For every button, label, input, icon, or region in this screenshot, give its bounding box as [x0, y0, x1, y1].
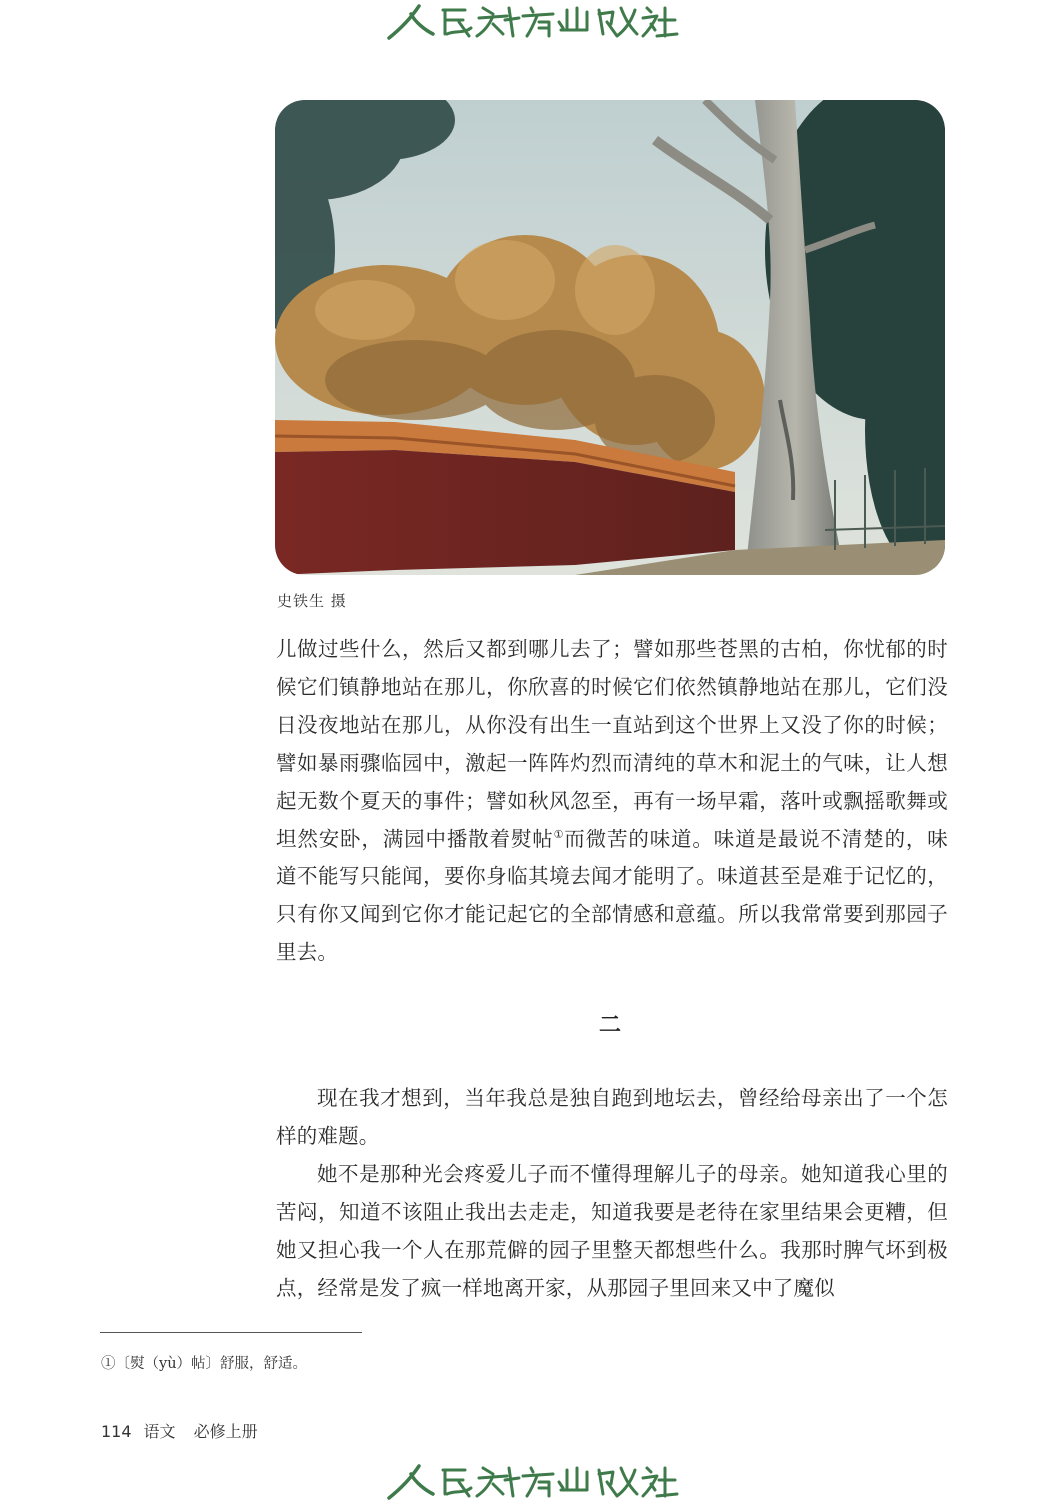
publisher-logo-bottom	[381, 1460, 681, 1504]
photo-caption: 史铁生 摄	[277, 592, 347, 610]
body-text-continued	[276, 631, 948, 972]
altar-wall-photo	[275, 100, 945, 575]
paragraph: 现在我才想到，当年我总是独自跑到地坛去，曾经给母亲出了一个怎样的难题。	[276, 1086, 948, 1148]
paragraph: 她不是那种光会疼爱儿子而不懂得理解儿子的母亲。她知道我心里的苦闷，知道不该阻止我出去走走，知道我要是老待在家里结果会更糟，但她又担心我一个人在那荒僻的园子里整天都想些什么。我那时脾气坏到极点，经常是发了疯一样地离开家，从那园子里回来又中了魔似	[276, 1161, 948, 1300]
book-title: 必修上册	[193, 1422, 258, 1441]
paragraph	[276, 631, 948, 972]
page-footer	[101, 1419, 270, 1442]
footnote-mark: ①	[553, 827, 565, 841]
paragraph-text: 而微苦的味道。味道是最说不清楚的，味道不能写只能闻，要你身临其境去闻才能明了。味道甚至是难于记忆的，只有你又闻到它你才能记起它的全部情感和意蕴。所以我常常要到那园子里去。	[276, 826, 948, 965]
section-number: 二	[598, 1012, 621, 1038]
footnote: ①〔熨（yù）帖〕舒服，舒适。	[101, 1356, 308, 1372]
body-text-section-2	[276, 1080, 948, 1307]
paragraph-text: 儿做过些什么，然后又都到哪儿去了；譬如那些苍黑的古柏，你忧郁的时候它们镇静地站在那儿，你欣喜的时候它们依然镇静地站在那儿，它们没日没夜地站在那儿，从你没有出生一直站到这个世界上又没了你的时候；譬如暴雨骤临园中，激起一阵阵灼烈而清纯的草木和泥土的气味，让人想起无数个夏天的事件；譬如秋风忽至，再有一场早霜，落叶或飘摇歌舞或坦然安卧，满园中播散着熨帖	[276, 637, 948, 851]
footnote-divider	[100, 1332, 362, 1333]
page-number: 114	[101, 1422, 132, 1441]
subject-name: 语文	[143, 1422, 176, 1441]
publisher-logo-top	[381, 0, 681, 44]
